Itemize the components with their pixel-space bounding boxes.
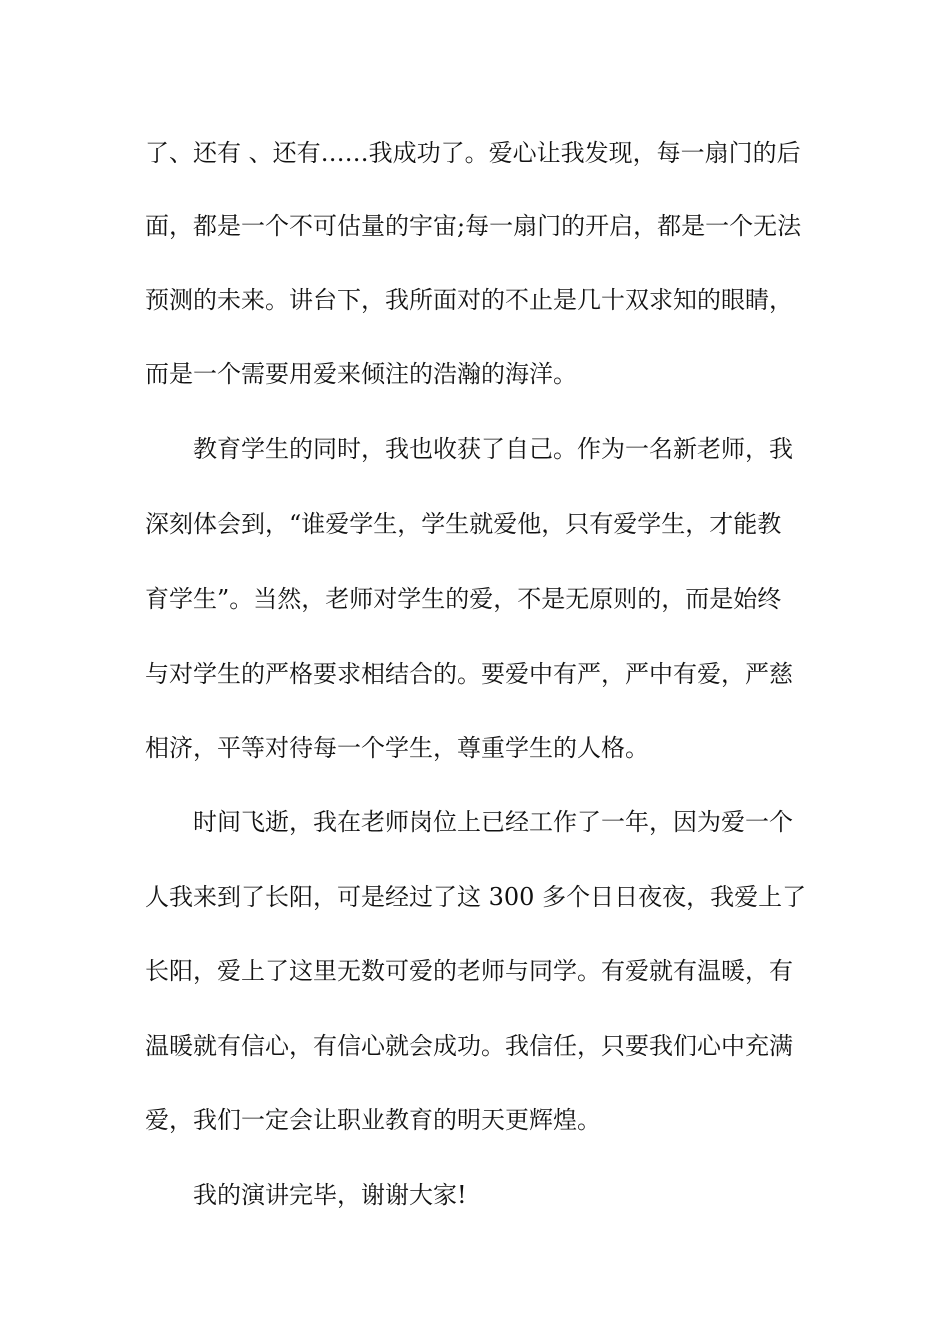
paragraph-first-line: 时间飞逝，我在老师岗位上已经工作了一年，因为爱一个 — [193, 808, 793, 836]
text-line: 爱，我们一定会让职业教育的明天更辉煌。 — [145, 1106, 601, 1134]
text-line: 温暖就有信心，有信心就会成功。我信任，只要我们心中充满 — [145, 1032, 793, 1060]
closing-line: 我的演讲完毕，谢谢大家! — [193, 1181, 467, 1209]
text-line: 而是一个需要用爱来倾注的浩瀚的海洋。 — [145, 360, 577, 388]
text-line: 了、还有 、还有……我成功了。爱心让我发现，每一扇门的后 — [145, 139, 801, 167]
text-line: 面，都是一个不可估量的宇宙;每一扇门的开启，都是一个无法 — [145, 212, 802, 240]
text-line: 相济，平等对待每一个学生，尊重学生的人格。 — [145, 734, 649, 762]
text-line: 人我来到了长阳，可是经过了这 300 多个日日夜夜，我爱上了 — [145, 883, 807, 911]
paragraph-first-line: 教育学生的同时，我也收获了自己。作为一名新老师，我 — [193, 435, 793, 463]
text-line: 长阳，爱上了这里无数可爱的老师与同学。有爱就有温暖，有 — [145, 957, 793, 985]
text-line: 与对学生的严格要求相结合的。要爱中有严，严中有爱，严慈 — [145, 660, 793, 688]
text-line: 深刻体会到，“谁爱学生，学生就爱他，只有爱学生，才能教 — [145, 510, 782, 538]
text-line: 育学生”。当然，老师对学生的爱，不是无原则的，而是始终 — [145, 585, 782, 613]
text-line: 预测的未来。讲台下，我所面对的不止是几十双求知的眼睛， — [145, 286, 793, 314]
